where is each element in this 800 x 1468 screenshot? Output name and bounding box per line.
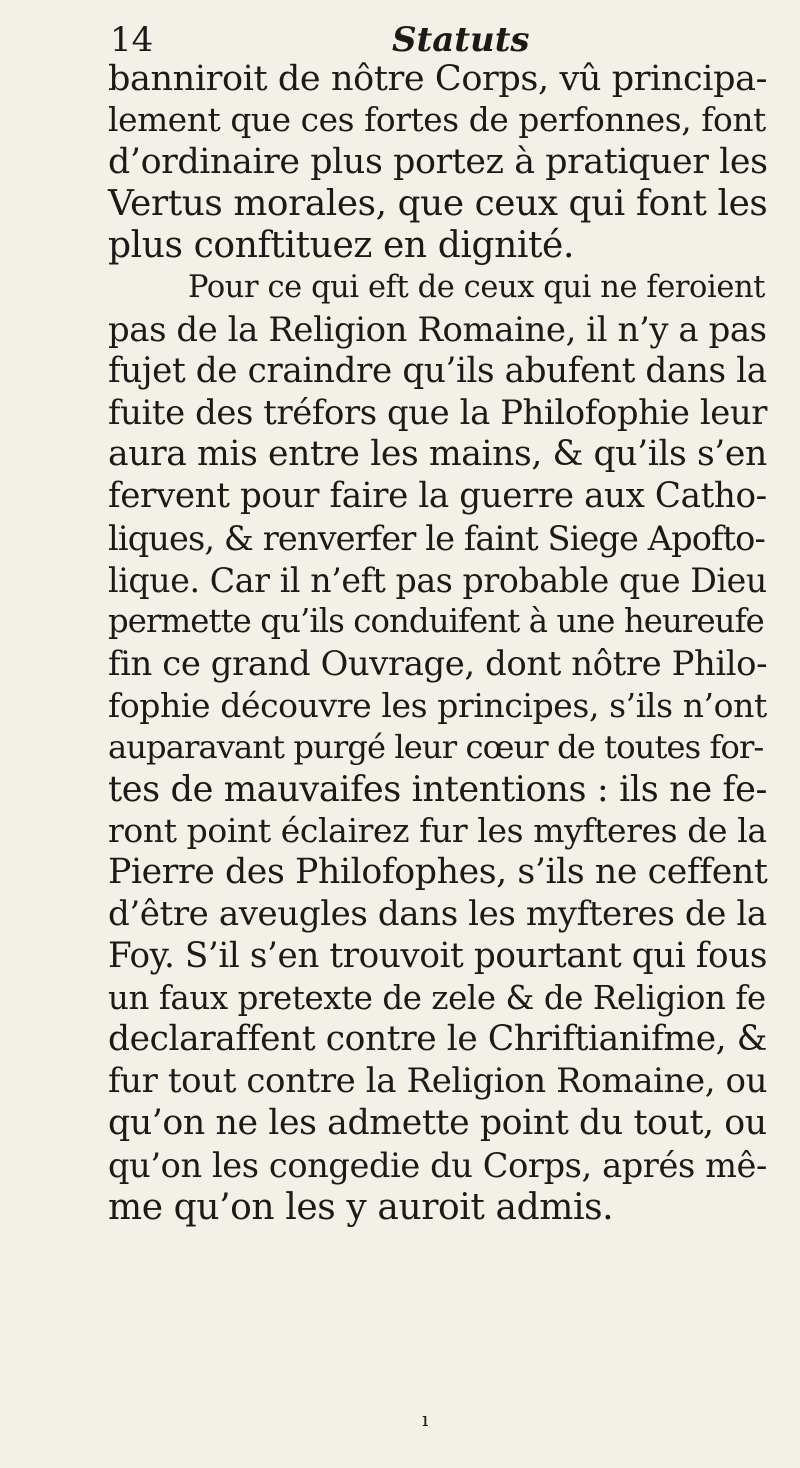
text-line: d’être aveugles dans les myfteres de la <box>108 893 767 934</box>
text-line: fophie découvre les principes, s’ils n’ont <box>108 685 767 725</box>
text-line: aura mis entre les mains, & qu’ils s’en <box>108 434 767 475</box>
text-line: fin ce grand Ouvrage, dont nôtre Philo- <box>108 644 768 684</box>
text-line: lique. Car il n’eft pas probable que Dieu <box>108 560 767 600</box>
running-title: Statuts <box>392 20 530 60</box>
text-line: fur tout contre la Religion Romaine, ou <box>108 1061 768 1102</box>
text-line: me qu’on les y auroit admis. <box>108 1186 614 1228</box>
text-line: un faux pretexte de zele & de Religion fe <box>108 978 766 1017</box>
text-line: d’ordinaire plus portez à pratiquer les <box>108 141 768 182</box>
text-line: fuite des tréfors que la Philofophie leur <box>108 393 768 433</box>
text-line: declaraffent contre le Chriftianifme, & <box>108 1019 768 1060</box>
body-text <box>108 58 768 1228</box>
text-line: plus conftituez en dignité. <box>108 225 575 267</box>
footer-mark: ı <box>422 1407 429 1431</box>
text-line: banniroit de nôtre Corps, vû principa- <box>108 58 768 99</box>
text-line: tes de mauvaifes intentions : ils ne fe- <box>108 768 767 810</box>
text-line: fujet de craindre qu’ils abufent dans la <box>108 350 767 391</box>
text-line: auparavant purgé leur cœur de toutes for- <box>108 727 764 766</box>
text-line: pas de la Religion Romaine, il n’y a pas <box>108 309 767 349</box>
paragraph-start-line: Pour ce qui eft de ceux qui ne feroient <box>188 269 766 305</box>
page-number: 14 <box>110 20 154 60</box>
text-line: Vertus morales, que ceux qui font les <box>108 183 768 225</box>
text-line: Pierre des Philofophes, s’ils ne ceffent <box>108 852 768 893</box>
text-line: qu’on les congedie du Corps, aprés mê- <box>108 1145 767 1185</box>
text-line: ront point éclairez fur les myfteres de la <box>108 811 767 851</box>
text-line: permette qu’ils conduifent à une heureufe <box>108 602 764 641</box>
text-line: liques, & renverfer le faint Siege Apofto- <box>108 518 765 558</box>
text-line: Foy. S’il s’en trouvoit pourtant qui fous <box>108 935 767 976</box>
text-line: lement que ces fortes de perfonnes, font <box>108 100 766 139</box>
text-line: qu’on ne les admette point du tout, ou <box>108 1102 767 1143</box>
text-line: fervent pour faire la guerre aux Catho- <box>108 475 767 516</box>
